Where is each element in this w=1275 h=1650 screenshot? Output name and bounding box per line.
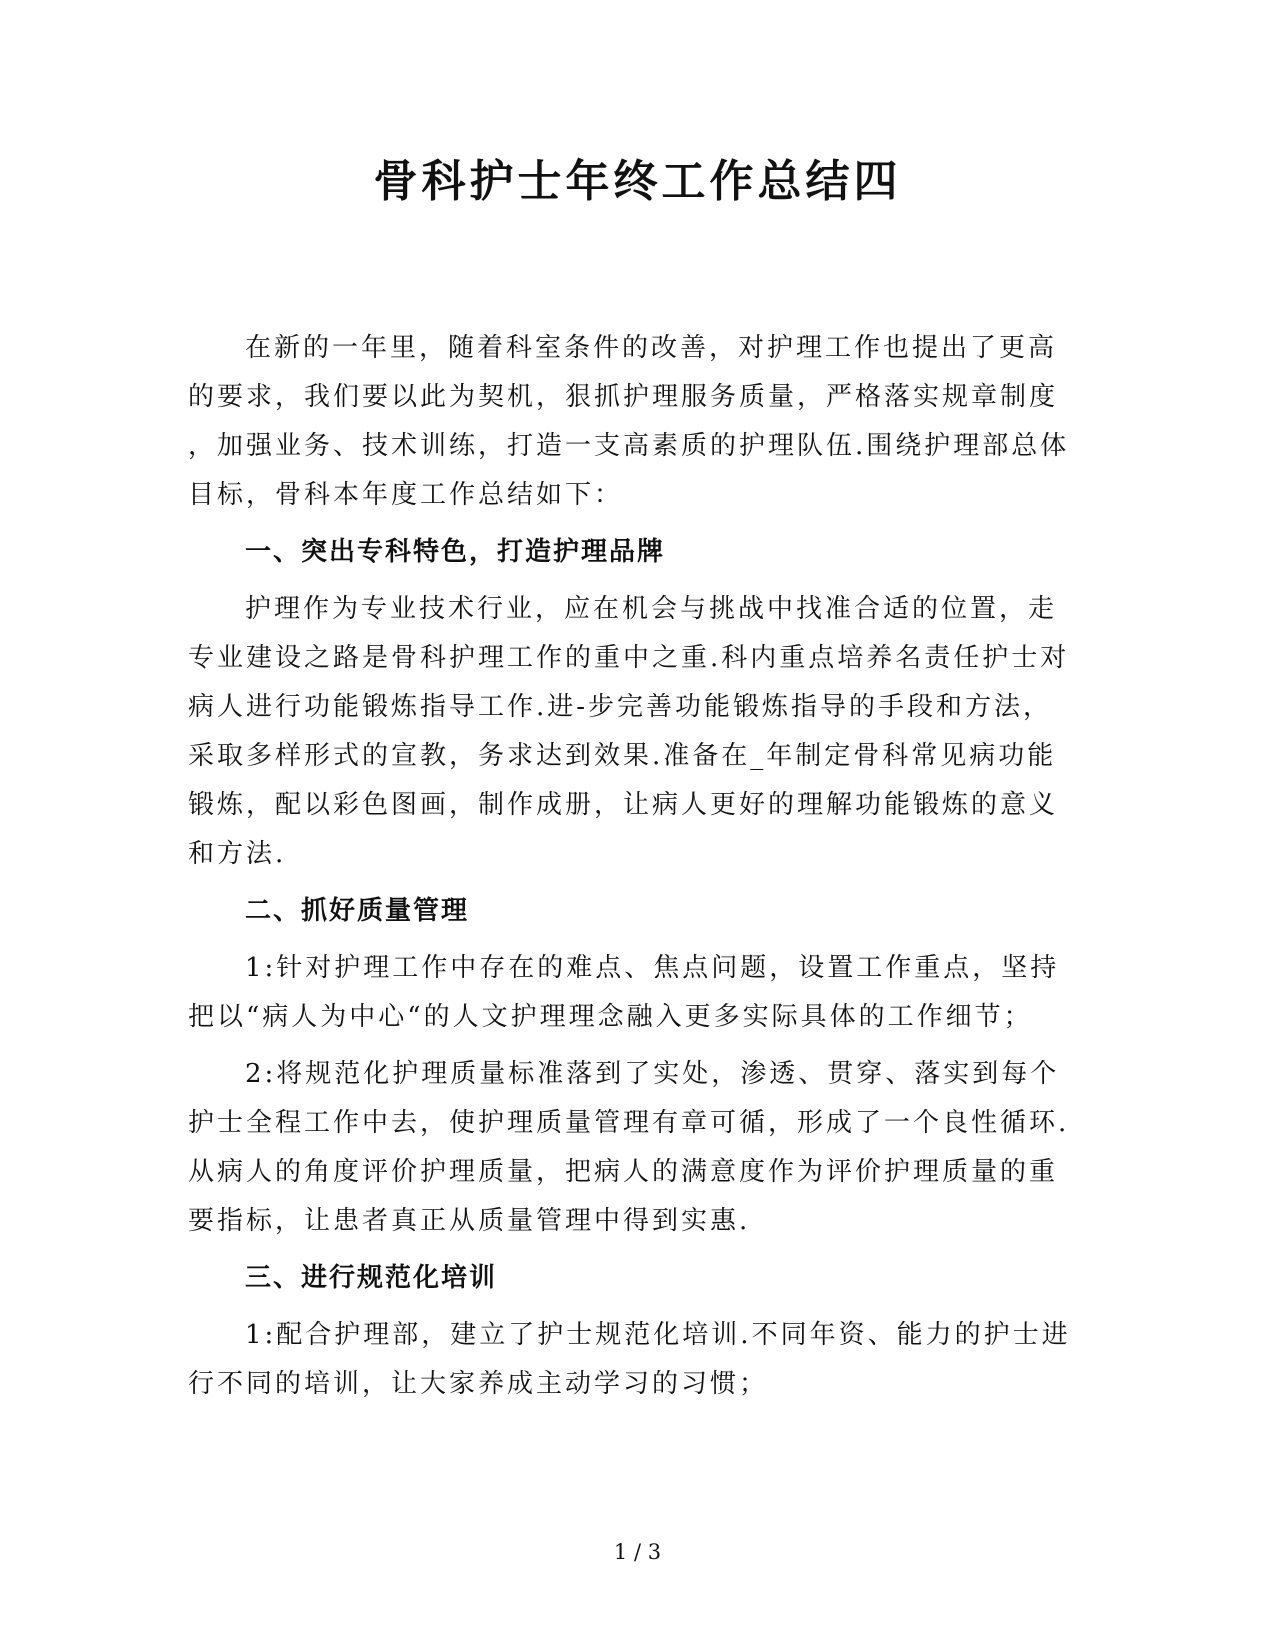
paragraph-line: 的要求，我们要以此为契机，狠抓护理服务质量，严格落实规章制度 [188, 382, 1059, 412]
paragraph-line: 在新的一年里，随着科室条件的改善，对护理工作也提出了更高 [245, 333, 1058, 363]
paragraph-line: 护士全程工作中去，使护理质量管理有章可循，形成了一个良性循环. [188, 1108, 1070, 1138]
paragraph-line: 目标，骨科本年度工作总结如下： [188, 480, 624, 510]
page-number: 1 / 3 [613, 1540, 662, 1564]
paragraph-line: 病人进行功能锻炼指导工作.进-步完善功能锻炼指导的手段和方法， [188, 692, 1053, 722]
paragraph-line: 1:针对护理工作中存在的难点、焦点问题，设置工作重点，坚持 [245, 953, 1060, 983]
paragraph-line: 和方法. [188, 839, 287, 869]
section-heading: 一、突出专科特色，打造护理品牌 [245, 537, 666, 567]
paragraph-line: 从病人的角度评价护理质量，把病人的满意度作为评价护理质量的重 [188, 1157, 1059, 1187]
paragraph-line: ，加强业务、技术训练，打造一支高素质的护理队伍.围绕护理部总体 [188, 431, 1070, 461]
paragraph-line: 要指标，让患者真正从质量管理中得到实惠. [188, 1206, 751, 1236]
paragraph-line: 采取多样形式的宣教，务求达到效果.准备在_年制定骨科常见病功能 [188, 741, 1057, 771]
paragraph-line: 把以“病人为中心“的人文护理理念融入更多实际具体的工作细节； [188, 1002, 1033, 1032]
section-heading: 二、抓好质量管理 [245, 896, 470, 926]
document-body [188, 324, 1078, 1409]
paragraph-line: 锻炼，配以彩色图画，制作成册，让病人更好的理解功能锻炼的意义 [188, 790, 1059, 820]
paragraph-line: 专业建设之路是骨科护理工作的重中之重.科内重点培养名责任护士对 [188, 643, 1070, 673]
paragraph-line: 2:将规范化护理质量标准落到了实处，渗透、贯穿、落实到每个 [245, 1059, 1060, 1089]
paragraph-line: 行不同的培训，让大家养成主动学习的习惯； [188, 1369, 769, 1399]
document-title: 骨科护士年终工作总结四 [373, 156, 902, 207]
paragraph-line: 1:配合护理部，建立了护士规范化培训.不同年资、能力的护士进 [245, 1320, 1071, 1350]
section-heading: 三、进行规范化培训 [245, 1263, 498, 1293]
paragraph-line: 护理作为专业技术行业，应在机会与挑战中找准合适的位置，走 [245, 594, 1058, 624]
